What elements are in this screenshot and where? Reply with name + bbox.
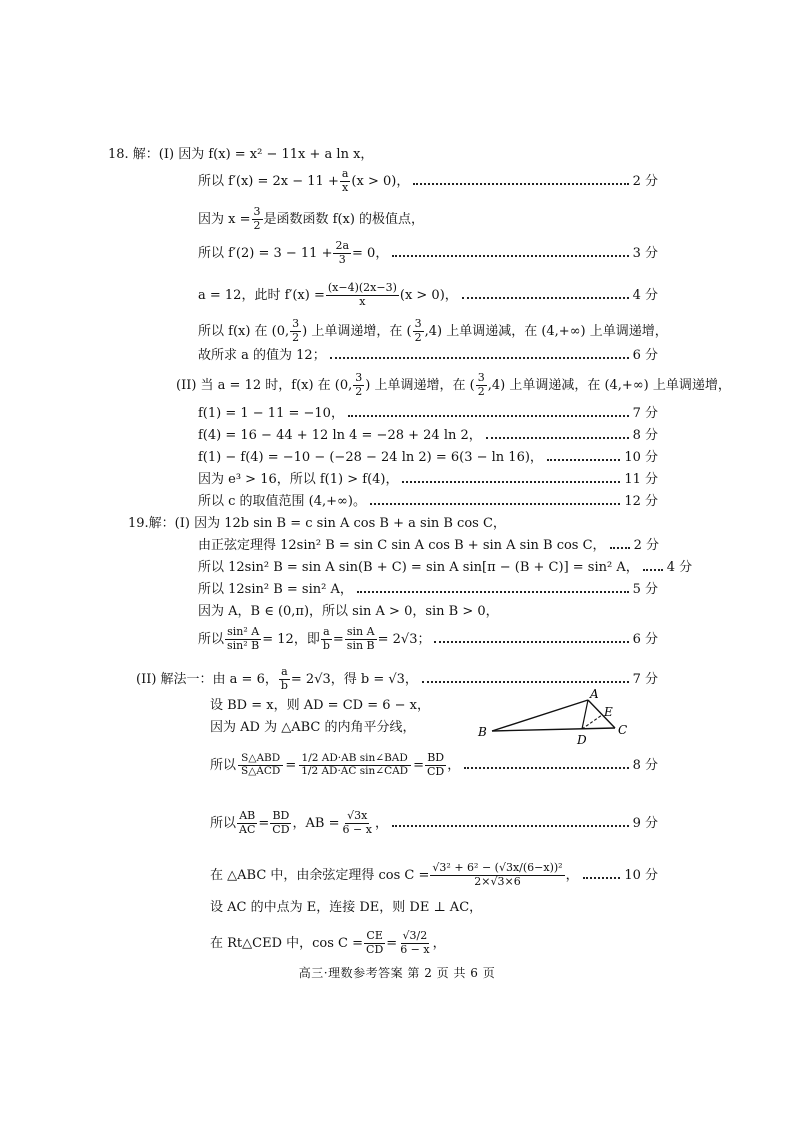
q18-line-5: 所以 f(x) 在 (0, 3 2 ) 上单调递增，在 ( 3 2 ,4) 上单调递减，在 (4,+∞) 上单调递增， bbox=[198, 316, 668, 344]
q18-header: 18. 解：(I) 因为 f(x) = x² − 11x + a ln x， bbox=[108, 146, 374, 162]
q18-line-9: f(4) = 16 − 44 + 12 ln 4 = −28 + 24 ln 2， 8 分 bbox=[198, 427, 658, 443]
q18-line-6: 故所求 a 的值为 12； 6 分 bbox=[198, 347, 658, 363]
q19-line-5: 所以 $\frac{\text{sin² A}}{\text{sin² B}}$ = 12，即 $\frac{a}{b}$ = $\frac{\text{sin A}}{\text{sin B}}$ = 2√3； 6 分 bbox=[198, 624, 658, 652]
q18-line-4: a = 12，此时 f′(x) = $\frac{(x-4)(2x-3)}{x}$ (x > 0)， 4 分 bbox=[198, 280, 658, 308]
q19-line-3: 所以 12sin² B = sin² A， 5 分 bbox=[198, 581, 658, 597]
q18-line-3: 所以 f′(2) = 3 − 11 + $\frac{2a}{3}$ = 0， 3 分 bbox=[198, 238, 658, 266]
score-label: 2 分 bbox=[633, 537, 659, 553]
q18-line-11: 因为 e³ > 16，所以 f(1) > f(4)， 11 分 bbox=[198, 471, 658, 487]
q19-line-6: (II) 解法一：由 a = 6， $\frac{a}{b}$ = 2√3，得 b = √3， 7 分 bbox=[136, 664, 658, 692]
score-label: 7 分 bbox=[632, 405, 658, 421]
label-d: D bbox=[577, 733, 587, 747]
q19-line-4: 因为 A，B ∈ (0,π)，所以 sin A > 0，sin B > 0， bbox=[198, 603, 499, 619]
q19-line-9: 所以 $\frac{\text{S△ABD}}{\text{S△ACD}}$ = $\frac{\text{1/2 AD·AB sin∠BAD}}{\text{1/2 AD·AC sin∠CAD}}$ = $\frac{BD}{CD}$ ， 8 分 bbox=[210, 750, 658, 778]
q19-line-8: 因为 AD 为 △ABC 的内角平分线， bbox=[210, 719, 416, 735]
q18-line-2: 因为 x = $\frac{3}{2}$ 是函数函数 f(x) 的极值点， bbox=[198, 204, 425, 232]
q19-line-12: 设 AC 的中点为 E，连接 DE，则 DE ⊥ AC， bbox=[210, 899, 483, 915]
score-label: 8 分 bbox=[632, 757, 658, 773]
score-label: 10 分 bbox=[624, 449, 658, 465]
score-label: 2 分 bbox=[632, 173, 658, 189]
label-c: C bbox=[618, 723, 628, 737]
score-label: 4 分 bbox=[632, 287, 658, 303]
label-b: B bbox=[478, 725, 487, 739]
q19-line-1: 由正弦定理得 12sin² B = sin C sin A cos B + sin A sin B cos C， 2 分 bbox=[198, 537, 659, 553]
q19-line-2: 所以 12sin² B = sin A sin(B + C) = sin A sin[π − (B + C)] = sin² A， 4 分 bbox=[198, 559, 693, 575]
q18-line-1: 所以 f′(x) = 2x − 11 + $\frac{a}{x}$ (x > 0)， 2 分 bbox=[198, 166, 658, 194]
q18-line-8: f(1) = 1 − 11 = −10， 7 分 bbox=[198, 405, 658, 421]
score-label: 6 分 bbox=[632, 347, 658, 363]
page-footer: 高三·理数参考答案 第 2 页 共 6 页 bbox=[298, 966, 496, 980]
score-label: 4 分 bbox=[666, 559, 693, 575]
q19-line-11: 在 △ABC 中，由余弦定理得 cos C = $\frac{\text{√3² + 6² − (√3x/(6−x))²}}{2\times√3\times 6}$ ， 10 分 bbox=[210, 860, 658, 888]
label-a: A bbox=[590, 688, 599, 701]
score-label: 11 分 bbox=[624, 471, 658, 487]
score-label: 10 分 bbox=[624, 867, 658, 883]
score-label: 7 分 bbox=[632, 671, 658, 687]
label-e: E bbox=[604, 705, 613, 719]
q19-line-13: 在 Rt△CED 中，cos C = $\frac{CE}{CD}$ = $\frac{√3/2}{6 - x}$ ， bbox=[210, 928, 446, 956]
score-label: 6 分 bbox=[632, 631, 658, 647]
q19-line-10: 所以 $\frac{AB}{AC}$ = $\frac{BD}{CD}$ ，AB = $\frac{√3x}{6 - x}$ ， 9 分 bbox=[210, 808, 658, 836]
score-label: 5 分 bbox=[632, 581, 658, 597]
q18-line-12: 所以 c 的取值范围 (4,+∞)。 12 分 bbox=[198, 493, 658, 509]
score-label: 9 分 bbox=[632, 815, 658, 831]
q18-line-10: f(1) − f(4) = −10 − (−28 − 24 ln 2) = 6(3 − ln 16)， 10 分 bbox=[198, 449, 658, 465]
q19-header: 19.解：(I) 因为 12b sin B = c sin A cos B + a sin B cos C， bbox=[128, 515, 506, 531]
score-label: 12 分 bbox=[624, 493, 658, 509]
q18-line-7: (II) 当 a = 12 时，f(x) 在 (0, 3 2 ) 上单调递增，在 ( 3 2 ,4) 上单调递减，在 (4,+∞) 上单调递增， bbox=[176, 370, 731, 398]
score-label: 3 分 bbox=[632, 245, 658, 261]
score-label: 8 分 bbox=[632, 427, 658, 443]
q19-line-7: 设 BD = x，则 AD = CD = 6 − x， bbox=[210, 697, 430, 713]
